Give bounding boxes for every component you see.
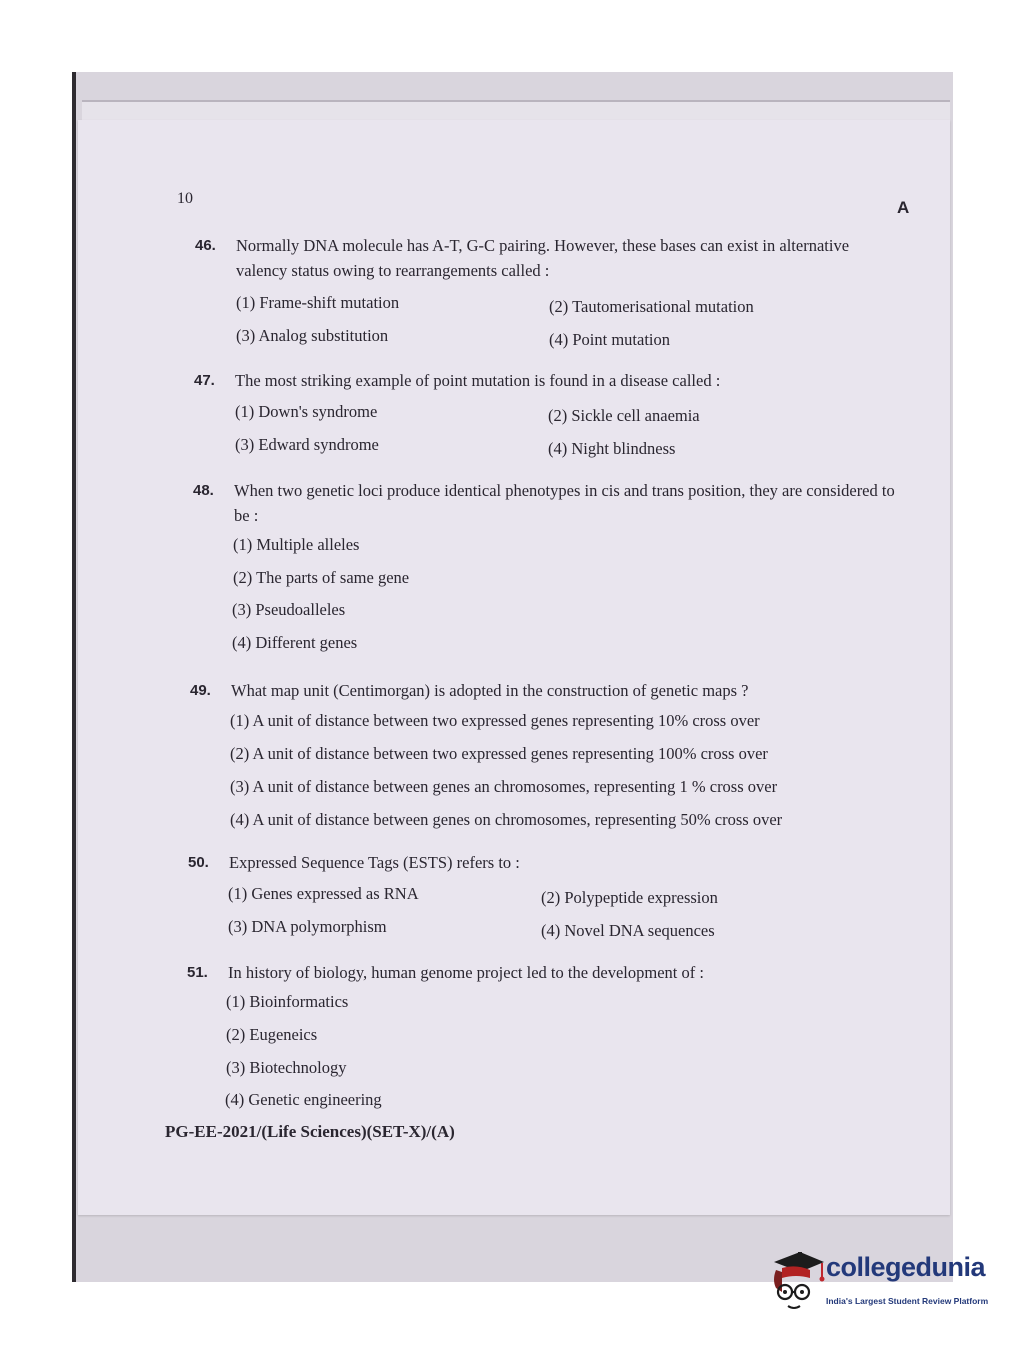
option: (2) The parts of same gene: [233, 568, 410, 587]
page-number: 10: [177, 190, 193, 207]
question-number: 49.: [190, 682, 211, 699]
option: (4) Genetic engineering: [225, 1090, 382, 1109]
exam-page: [78, 120, 950, 1215]
question-text: Expressed Sequence Tags (ESTS) refers to :: [229, 853, 520, 872]
option: (1) Genes expressed as RNA: [228, 884, 419, 903]
set-letter: A: [897, 198, 910, 217]
option: (1) Multiple alleles: [233, 535, 360, 554]
question-number: 47.: [194, 372, 215, 389]
option: (1) Down's syndrome: [235, 402, 378, 421]
option: (4) Night blindness: [548, 439, 676, 458]
option: (2) Eugeneics: [226, 1025, 318, 1044]
option: (3) A unit of distance between genes an chromosomes, representing 1 % cross over: [230, 777, 778, 796]
option: (4) A unit of distance between genes on chromosomes, representing 50% cross over: [230, 810, 783, 829]
question-number: 48.: [193, 482, 214, 499]
option: (1) Bioinformatics: [226, 992, 349, 1011]
question-text: Normally DNA molecule has A-T, G-C pairing. However, these bases can exist in alternative valency status owing to rearrangements called :: [236, 236, 850, 280]
question-number: 51.: [187, 964, 208, 981]
paper-code-footer: PG-EE-2021/(Life Sciences)(SET-X)/(A): [165, 1122, 455, 1141]
question-text: In history of biology, human genome project led to the development of :: [228, 963, 704, 982]
option: (3) Analog substitution: [236, 326, 389, 345]
student-mascot-icon: [766, 1248, 826, 1318]
option: (3) Edward syndrome: [235, 435, 379, 454]
question-number: 46.: [195, 237, 216, 254]
option: (2) A unit of distance between two expressed genes representing 100% cross over: [230, 744, 768, 763]
scan-edge: [72, 72, 76, 1282]
option: (2) Tautomerisational mutation: [549, 297, 754, 316]
option: (1) A unit of distance between two expressed genes representing 10% cross over: [230, 711, 760, 730]
question-number: 50.: [188, 854, 209, 871]
option: (3) Pseudoalleles: [232, 600, 346, 619]
option: (3) Biotechnology: [226, 1058, 347, 1077]
option: (1) Frame-shift mutation: [236, 293, 400, 312]
question-text: The most striking example of point mutation is found in a disease called :: [235, 371, 721, 390]
option: (4) Different genes: [232, 633, 358, 652]
option: (3) DNA polymorphism: [228, 917, 387, 936]
option: (4) Point mutation: [549, 330, 670, 349]
logo-tagline: India's Largest Student Review Platform: [826, 1296, 989, 1306]
logo-wordmark: collegedunia: [826, 1252, 986, 1282]
option: (2) Polypeptide expression: [541, 888, 718, 907]
option: (4) Novel DNA sequences: [541, 921, 715, 940]
collegedunia-logo[interactable]: [766, 1248, 996, 1318]
option: (2) Sickle cell anaemia: [548, 406, 700, 425]
question-text: What map unit (Centimorgan) is adopted in the construction of genetic maps ?: [231, 681, 749, 700]
question-text: When two genetic loci produce identical phenotypes in cis and trans position, they are considered to be :: [234, 481, 895, 525]
